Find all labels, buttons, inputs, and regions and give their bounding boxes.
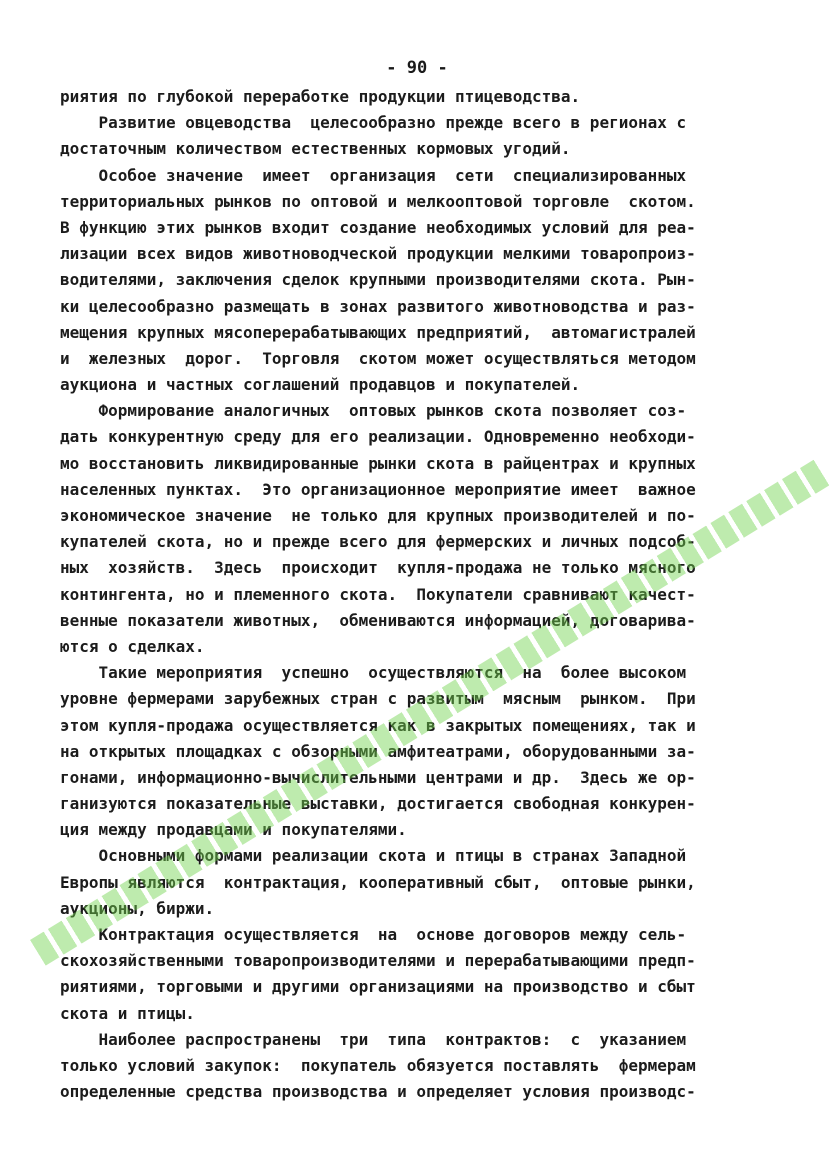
text-line: мо восстановить ликвидированные рынки скота в райцентрах и крупных bbox=[60, 453, 696, 473]
text-line: Развитие овцеводства целесообразно прежде всего в регионах с bbox=[60, 113, 687, 133]
text-line: экономическое значение не только для крупных производителей и по- bbox=[60, 506, 696, 525]
text-line: риятиями, торговыми и другими организациями на производство и сбыт bbox=[60, 977, 696, 997]
text-line: Основными формами реализации скота и птицы в странах Западной bbox=[60, 846, 687, 866]
text-line: В функцию этих рынков входит создание необходимых условий для реа- bbox=[60, 217, 696, 237]
text-line: ция между продавцами и покупателями. bbox=[60, 820, 407, 840]
text-line: и железных дорог. Торговля скотом может осуществляться методом bbox=[60, 348, 696, 368]
text-line: на открытых площадках с обзорными амфитеатрами, оборудованными за- bbox=[60, 741, 696, 761]
text-line: только условий закупок: покупатель обязуется поставлять фермерам bbox=[60, 1055, 696, 1075]
text-line: ных хозяйств. Здесь происходит купля-продажа не только мясного bbox=[60, 558, 696, 578]
text-line: определенные средства производства и определяет условия производс- bbox=[60, 1082, 696, 1102]
text-line: аукционы, биржи. bbox=[60, 898, 215, 918]
text-line: скота и птицы. bbox=[60, 1003, 195, 1023]
text-line: гонами, информационно-вычислительными центрами и др. Здесь же ор- bbox=[60, 767, 696, 787]
page-number: - 90 - bbox=[386, 58, 448, 78]
text-line: мещения крупных мясоперерабатывающих предприятий, автомагистралей bbox=[60, 322, 696, 342]
text-line: Наиболее распространены три типа контрактов: с указанием bbox=[60, 1029, 687, 1049]
body-text bbox=[60, 84, 772, 1105]
text-line: населенных пунктах. Это организационное мероприятие имеет важное bbox=[60, 479, 696, 499]
text-line: лизации всех видов животноводческой продукции мелкими товаропроиз- bbox=[60, 244, 696, 264]
text-line: Контрактация осуществляется на основе договоров между сель- bbox=[60, 925, 687, 944]
text-line: Европы являются контрактация, кооперативный сбыт, оптовые рынки, bbox=[60, 872, 696, 892]
text-line: Особое значение имеет организация сети специализированных bbox=[60, 165, 687, 185]
text-line: риятия по глубокой переработке продукции птицеводства. bbox=[60, 87, 581, 106]
text-line: купателей скота, но и прежде всего для фермерских и личных подсоб- bbox=[60, 532, 696, 552]
text-line: уровне фермерами зарубежных стран с развитым мясным рынком. При bbox=[60, 689, 696, 709]
text-line: венные показатели животных, обмениваются информацией, договарива- bbox=[60, 610, 696, 630]
text-line: аукциона и частных соглашений продавцов и покупателей. bbox=[60, 375, 581, 395]
text-line: контингента, но и племенного скота. Покупатели сравнивают качест- bbox=[60, 584, 696, 604]
text-line: территориальных рынков по оптовой и мелкооптовой торговле скотом. bbox=[60, 191, 696, 211]
text-line: ки целесообразно размещать в зонах развитого животноводства и раз- bbox=[60, 296, 696, 316]
text-line: этом купля-продажа осуществляется как в закрытых помещениях, так и bbox=[60, 715, 696, 735]
text-line: Такие мероприятия успешно осуществляются на более высоком bbox=[60, 663, 687, 683]
text-line: достаточным количеством естественных кормовых угодий. bbox=[60, 139, 571, 159]
text-line: скохозяйственными товаропроизводителями и перерабатывающими предп- bbox=[60, 951, 696, 971]
text-line: Формирование аналогичных оптовых рынков скота позволяет соз- bbox=[60, 401, 687, 421]
text-line: ганизуются показательные выставки, достигается свободная конкурен- bbox=[60, 794, 696, 814]
text-line: ются о сделках. bbox=[60, 636, 205, 656]
text-line: дать конкурентную среду для его реализации. Одновременно необходи- bbox=[60, 427, 696, 447]
text-line: водителями, заключения сделок крупными производителями скота. Рын- bbox=[60, 270, 696, 290]
